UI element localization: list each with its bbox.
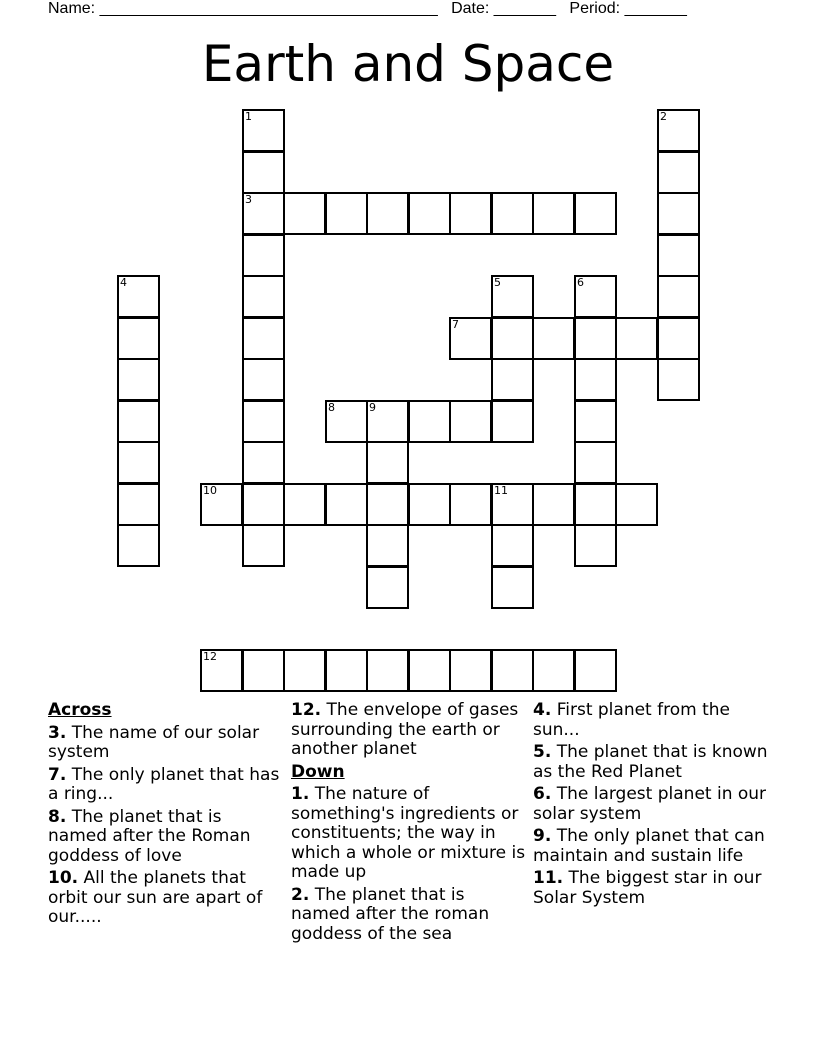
cell-number: 3 [245,193,252,206]
grid-cell[interactable] [657,192,700,235]
grid-cell[interactable] [408,192,451,235]
grid-cell[interactable] [283,483,326,526]
grid-cell[interactable] [366,441,409,484]
clue-number: 1. [291,784,310,804]
clue-text: The only planet that has a ring... [48,764,280,804]
grid-cell[interactable] [574,317,617,360]
grid-cell[interactable] [242,151,285,194]
grid-cell[interactable] [491,483,534,526]
grid-cell[interactable] [574,441,617,484]
clue-number: 10. [48,868,79,888]
grid-cell[interactable] [117,483,160,526]
clue-text: All the planets that orbit our sun are apart of our..... [48,868,263,927]
clue-text: The only planet that can maintain and sustain life [533,826,765,866]
grid-cell[interactable] [200,483,243,526]
grid-cell[interactable] [325,400,368,443]
grid-cell[interactable] [117,275,160,318]
grid-cell[interactable] [532,483,575,526]
clue-across-3 [48,724,280,763]
clue-down-1 [291,785,527,883]
grid-cell[interactable] [574,483,617,526]
clue-text: The planet that is named after the roman goddess of the sea [291,884,490,944]
clue-down-9 [533,827,773,866]
grid-cell[interactable] [117,317,160,360]
cell-number: 7 [452,318,459,331]
clue-down-4 [533,701,773,740]
grid-cell[interactable] [657,151,700,194]
clues-column-3 [533,701,773,911]
grid-cell[interactable] [491,524,534,567]
grid-cell[interactable] [325,192,368,235]
grid-cell[interactable] [366,400,409,443]
grid-cell[interactable] [449,400,492,443]
period-blank[interactable]: _______ [624,0,687,17]
grid-cell[interactable] [449,192,492,235]
clue-text: The biggest star in our Solar System [533,868,762,908]
grid-cell[interactable] [657,109,700,152]
grid-cell[interactable] [200,649,243,692]
grid-cell[interactable] [242,109,285,152]
grid-cell[interactable] [449,317,492,360]
clue-text: The largest planet in our solar system [533,784,767,824]
grid-cell[interactable] [117,441,160,484]
clues-column-1 [48,701,280,931]
clue-number: 5. [533,742,552,762]
clues-column-2 [291,701,527,947]
grid-cell[interactable] [574,524,617,567]
grid-cell[interactable] [408,483,451,526]
grid-cell[interactable] [242,483,285,526]
clue-down-2 [291,886,527,945]
grid-cell[interactable] [491,566,534,609]
grid-cell[interactable] [657,358,700,401]
clue-number: 3. [48,722,67,743]
grid-cell[interactable] [117,358,160,401]
grid-cell[interactable] [242,400,285,443]
grid-cell[interactable] [574,192,617,235]
clue-across-7 [48,766,280,805]
clue-down-6 [533,785,773,824]
grid-cell[interactable] [242,524,285,567]
cell-number: 2 [660,110,667,123]
cell-number: 9 [369,401,376,414]
clue-text: First planet from the sun... [533,700,730,740]
across-heading: Across [48,700,112,720]
grid-cell[interactable] [574,649,617,692]
cell-number: 11 [494,484,508,497]
grid-cell[interactable] [657,234,700,277]
grid-cell[interactable] [242,649,285,692]
grid-cell[interactable] [242,192,285,235]
grid-cell[interactable] [366,566,409,609]
grid-cell[interactable] [491,358,534,401]
grid-cell[interactable] [657,317,700,360]
grid-cell[interactable] [574,358,617,401]
name-label: Name: [48,0,96,17]
grid-cell[interactable] [242,358,285,401]
clue-number: 2. [291,884,310,905]
grid-cell[interactable] [366,192,409,235]
grid-cell[interactable] [491,192,534,235]
clue-number: 11. [533,868,564,888]
clue-text: The planet that is known as the Red Planet [533,742,768,782]
cell-number: 8 [328,401,335,414]
clue-number: 8. [48,806,67,827]
clue-across-12 [291,701,527,760]
grid-cell[interactable] [657,275,700,318]
grid-cell[interactable] [366,649,409,692]
clue-across-10 [48,869,280,928]
grid-cell[interactable] [325,483,368,526]
grid-cell[interactable] [366,483,409,526]
date-label: Date: [451,0,490,17]
clue-text: The nature of something's ingredients or constituents; the way in which a whole or mixture is made up [291,784,526,882]
down-heading: Down [291,761,345,782]
grid-cell[interactable] [574,400,617,443]
grid-cell[interactable] [325,649,368,692]
grid-cell[interactable] [449,649,492,692]
clue-across-8 [48,808,280,867]
grid-cell[interactable] [242,317,285,360]
cell-number: 12 [203,650,217,663]
cell-number: 6 [577,276,584,289]
student-info-line [48,0,788,18]
clue-text: The name of our solar system [48,722,260,762]
clue-number: 7. [48,764,67,785]
cell-number: 4 [120,276,127,289]
clue-text: The planet that is named after the Roman goddess of love [48,806,251,866]
clue-number: 9. [533,826,552,846]
grid-cell[interactable] [615,317,658,360]
clue-number: 6. [533,784,552,804]
grid-cell[interactable] [532,317,575,360]
grid-cell[interactable] [117,400,160,443]
grid-cell[interactable] [408,400,451,443]
grid-cell[interactable] [491,317,534,360]
date-blank[interactable]: _______ [493,0,557,17]
grid-cell[interactable] [532,649,575,692]
name-blank[interactable]: ______________________________________ [99,0,438,17]
cell-number: 1 [245,110,252,123]
clue-number: 4. [533,700,552,720]
grid-cell[interactable] [532,192,575,235]
clue-number: 12. [291,700,322,720]
page-title: Earth and Space [201,35,615,93]
grid-cell[interactable] [117,524,160,567]
period-label: Period: [569,0,621,17]
grid-cell[interactable] [449,483,492,526]
clue-down-11 [533,869,773,908]
cell-number: 5 [494,276,501,289]
clue-down-5 [533,743,773,782]
grid-cell[interactable] [408,649,451,692]
grid-cell[interactable] [491,275,534,318]
grid-cell[interactable] [242,275,285,318]
grid-cell[interactable] [574,275,617,318]
clue-text: The envelope of gases surrounding the earth or another planet [291,700,519,759]
grid-cell[interactable] [283,192,326,235]
grid-cell[interactable] [283,649,326,692]
grid-cell[interactable] [242,234,285,277]
grid-cell[interactable] [491,649,534,692]
grid-cell[interactable] [242,441,285,484]
cell-number: 10 [203,484,217,497]
grid-cell[interactable] [366,524,409,567]
grid-cell[interactable] [491,400,534,443]
grid-cell[interactable] [615,483,658,526]
